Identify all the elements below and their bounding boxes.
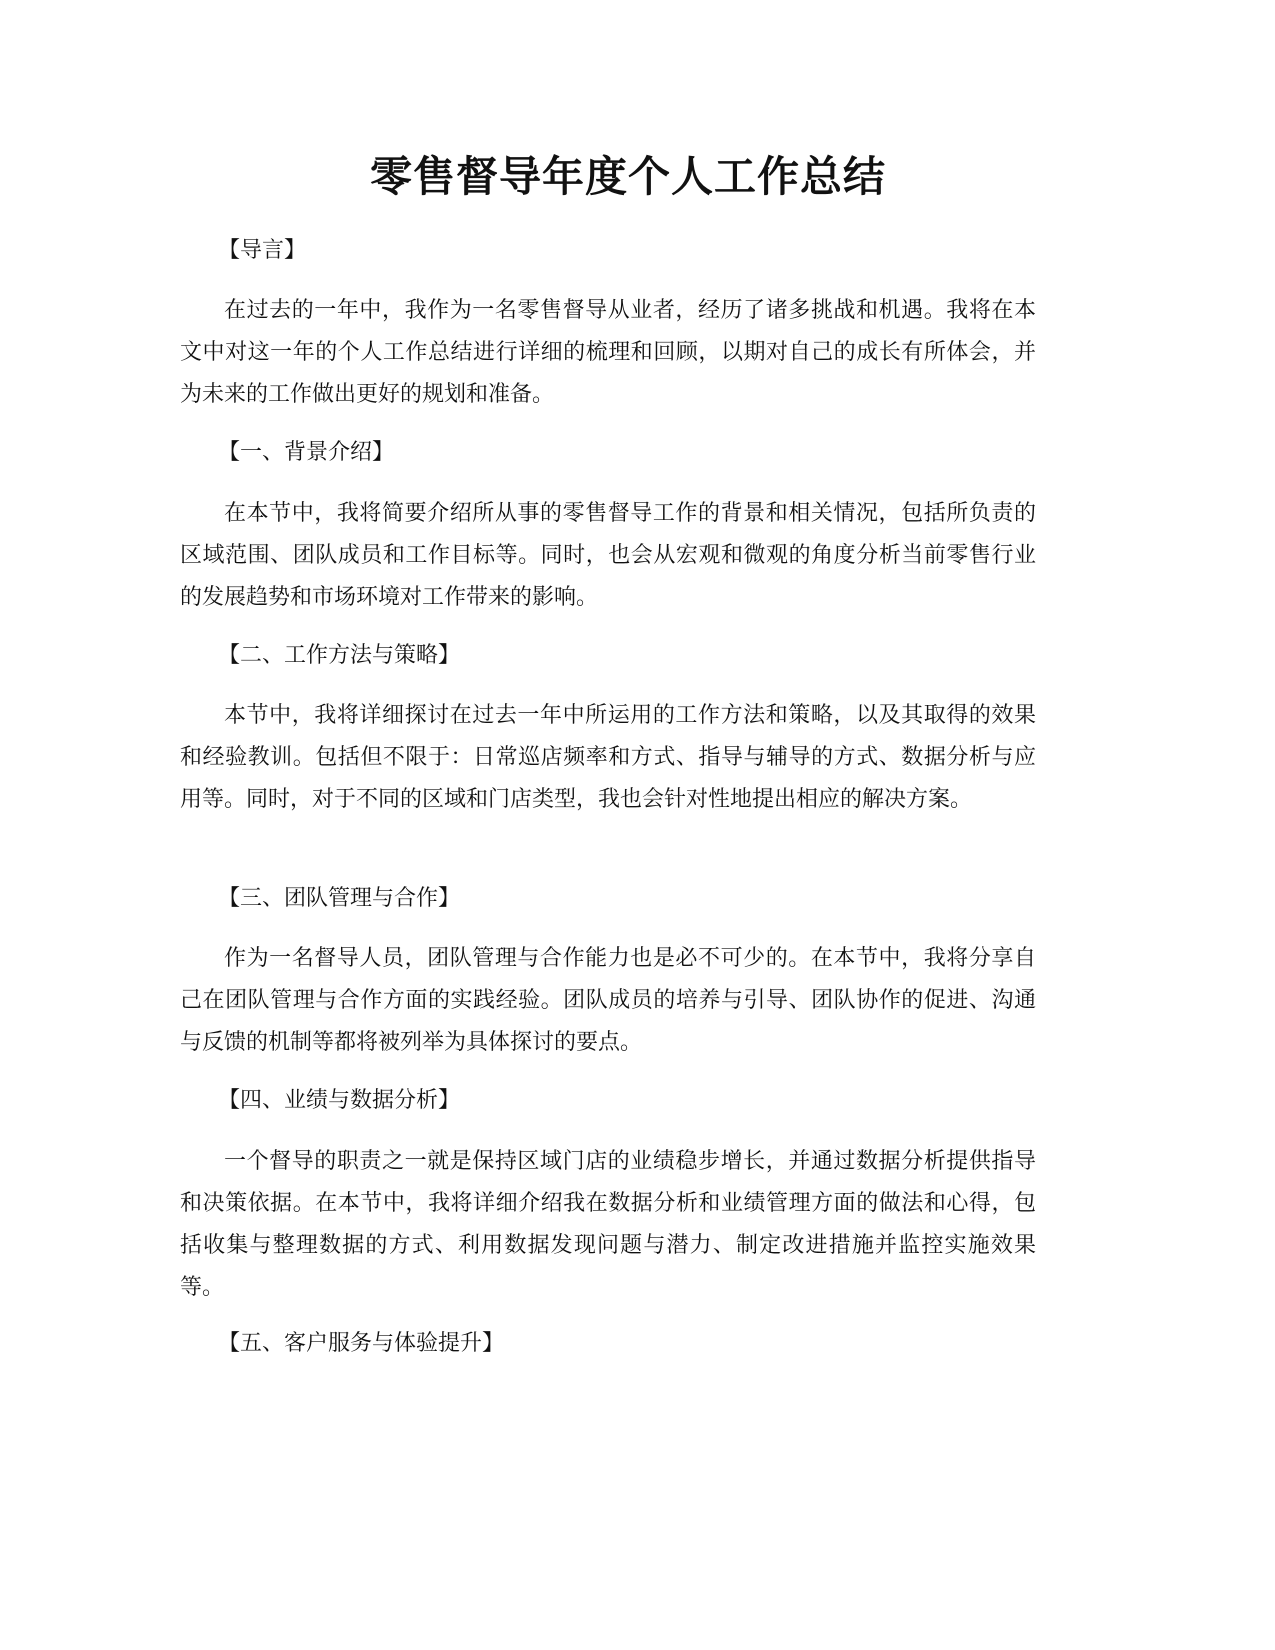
section-heading-methods: 【二、工作方法与策略】	[218, 643, 461, 668]
section-heading-background: 【一、背景介绍】	[218, 440, 395, 465]
section-heading-team: 【三、团队管理与合作】	[218, 886, 461, 911]
section-paragraph-intro: 在过去的一年中，我作为一名零售督导从业者，经历了诸多挑战和机遇。我将在本文中对这一年的个人工作总结进行详细的梳理和回顾，以期对自己的成长有所体会，并为未来的工作做出更好的规划和准备。	[180, 298, 1036, 407]
section-heading-intro: 【导言】	[218, 238, 307, 263]
section-paragraph-performance: 一个督导的职责之一就是保持区域门店的业绩稳步增长，并通过数据分析提供指导和决策依据。在本节中，我将详细介绍我在数据分析和业绩管理方面的做法和心得，包括收集与整理数据的方式、利用数据发现问题与潜力、制定改进措施并监控实施效果等。	[180, 1149, 1036, 1300]
section-heading-performance: 【四、业绩与数据分析】	[218, 1088, 461, 1113]
section-paragraph-background: 在本节中，我将简要介绍所从事的零售督导工作的背景和相关情况，包括所负责的区域范围、团队成员和工作目标等。同时，也会从宏观和微观的角度分析当前零售行业的发展趋势和市场环境对工作带来的影响。	[180, 501, 1036, 610]
document-title: 零售督导年度个人工作总结	[369, 152, 886, 201]
section-heading-customer-service: 【五、客户服务与体验提升】	[218, 1331, 505, 1356]
section-paragraph-methods: 本节中，我将详细探讨在过去一年中所运用的工作方法和策略，以及其取得的效果和经验教训。包括但不限于：日常巡店频率和方式、指导与辅导的方式、数据分析与应用等。同时，对于不同的区域和门店类型，我也会针对性地提出相应的解决方案。	[180, 703, 1036, 812]
section-paragraph-team: 作为一名督导人员，团队管理与合作能力也是必不可少的。在本节中，我将分享自己在团队管理与合作方面的实践经验。团队成员的培养与引导、团队协作的促进、沟通与反馈的机制等都将被列举为具体探讨的要点。	[180, 946, 1036, 1055]
